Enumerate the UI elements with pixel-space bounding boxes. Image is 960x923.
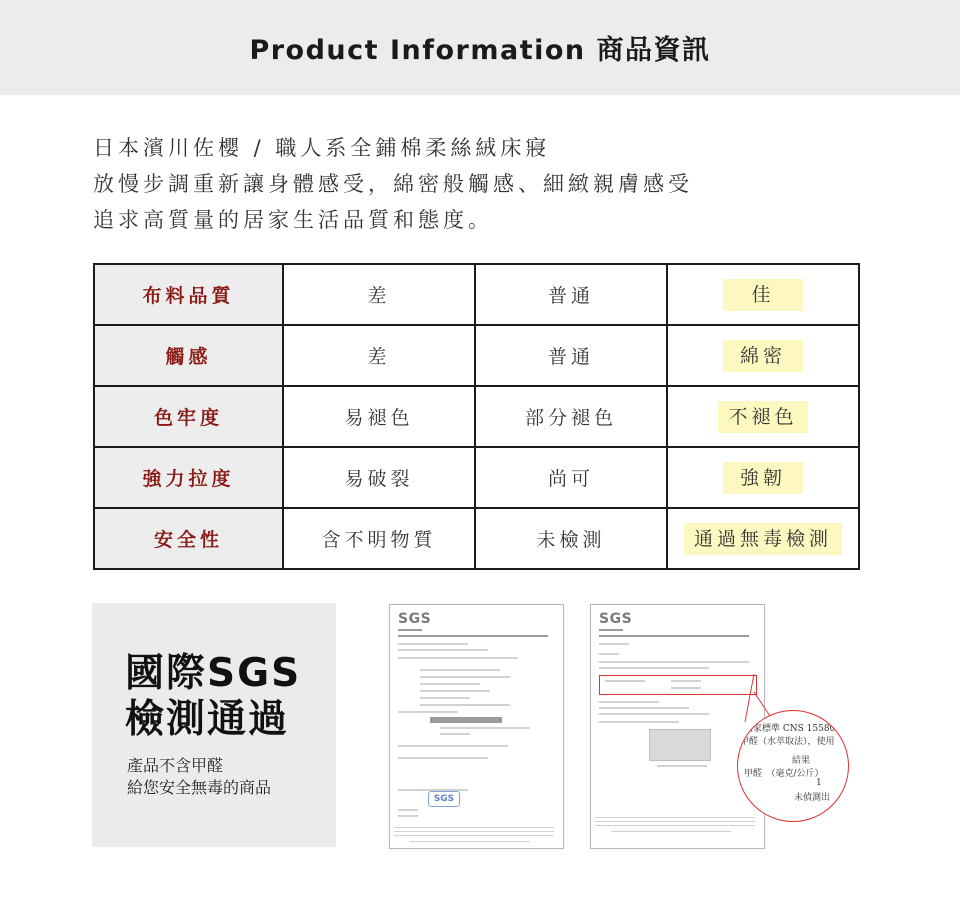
row-label: 色牢度 bbox=[94, 386, 283, 447]
cell-low: 易褪色 bbox=[283, 386, 475, 447]
cell-low: 含不明物質 bbox=[283, 508, 475, 569]
row-label: 觸感 bbox=[94, 325, 283, 386]
header-bar bbox=[0, 0, 960, 95]
table-row bbox=[94, 264, 859, 325]
magnified-line: 未偵測出 bbox=[794, 793, 831, 803]
intro-line: 日本濱川佐櫻 / 職人系全鋪棉柔絲絨床寢 bbox=[93, 136, 551, 160]
cell-low: 差 bbox=[283, 264, 475, 325]
cell-low: 差 bbox=[283, 325, 475, 386]
sgs-sub-line: 產品不含甲醛 bbox=[127, 756, 224, 775]
magnified-line: 國家標準 CNS 15580- bbox=[744, 724, 839, 734]
table-row bbox=[94, 508, 859, 569]
intro-line: 追求高質量的居家生活品質和態度。 bbox=[93, 208, 493, 232]
cell-mid: 未檢測 bbox=[475, 508, 667, 569]
magnified-result-callout bbox=[737, 710, 849, 822]
highlight-badge: 強韌 bbox=[723, 462, 803, 494]
highlight-badge: 佳 bbox=[723, 279, 803, 311]
cell-best bbox=[667, 264, 859, 325]
magnified-line: 結果 bbox=[792, 756, 811, 766]
row-label: 強力拉度 bbox=[94, 447, 283, 508]
sgs-stamp: SGS bbox=[428, 791, 460, 807]
magnified-line: 甲醛 （毫克/公斤） bbox=[744, 769, 824, 779]
cell-best bbox=[667, 508, 859, 569]
page-title: Product Information 商品資訊 bbox=[249, 35, 711, 66]
sgs-title-line: 檢測通過 bbox=[125, 697, 290, 742]
comparison-table bbox=[93, 263, 860, 570]
intro-text bbox=[93, 130, 873, 238]
cell-mid: 尚可 bbox=[475, 447, 667, 508]
cell-best bbox=[667, 386, 859, 447]
sgs-report-page-2 bbox=[590, 604, 765, 849]
cell-low: 易破裂 bbox=[283, 447, 475, 508]
row-label: 安全性 bbox=[94, 508, 283, 569]
sgs-sub-line: 給您安全無毒的商品 bbox=[127, 778, 272, 797]
table-row bbox=[94, 325, 859, 386]
sgs-title-line: 國際SGS bbox=[125, 651, 302, 696]
cell-mid: 普通 bbox=[475, 264, 667, 325]
sgs-info-panel bbox=[92, 603, 336, 847]
intro-line: 放慢步調重新讓身體感受，綿密般觸感、細緻親膚感受 bbox=[93, 172, 693, 196]
cell-best bbox=[667, 325, 859, 386]
sample-photo bbox=[649, 729, 711, 761]
magnified-line: 1 bbox=[816, 778, 822, 788]
highlight-badge: 綿密 bbox=[723, 340, 803, 372]
highlight-badge: 不褪色 bbox=[718, 401, 807, 433]
sgs-logo: SGS bbox=[398, 611, 432, 627]
sgs-title bbox=[125, 651, 301, 743]
highlight-badge: 通過無毒檢測 bbox=[684, 523, 842, 555]
sgs-logo: SGS bbox=[599, 611, 633, 627]
row-label: 布料品質 bbox=[94, 264, 283, 325]
sgs-report-page-1 bbox=[389, 604, 564, 849]
table-row bbox=[94, 447, 859, 508]
cell-mid: 普通 bbox=[475, 325, 667, 386]
magnified-line: 甲醛（水萃取法），使用 bbox=[740, 737, 835, 747]
cell-best bbox=[667, 447, 859, 508]
cell-mid: 部分褪色 bbox=[475, 386, 667, 447]
table-row bbox=[94, 386, 859, 447]
sgs-subtitle bbox=[127, 755, 271, 799]
